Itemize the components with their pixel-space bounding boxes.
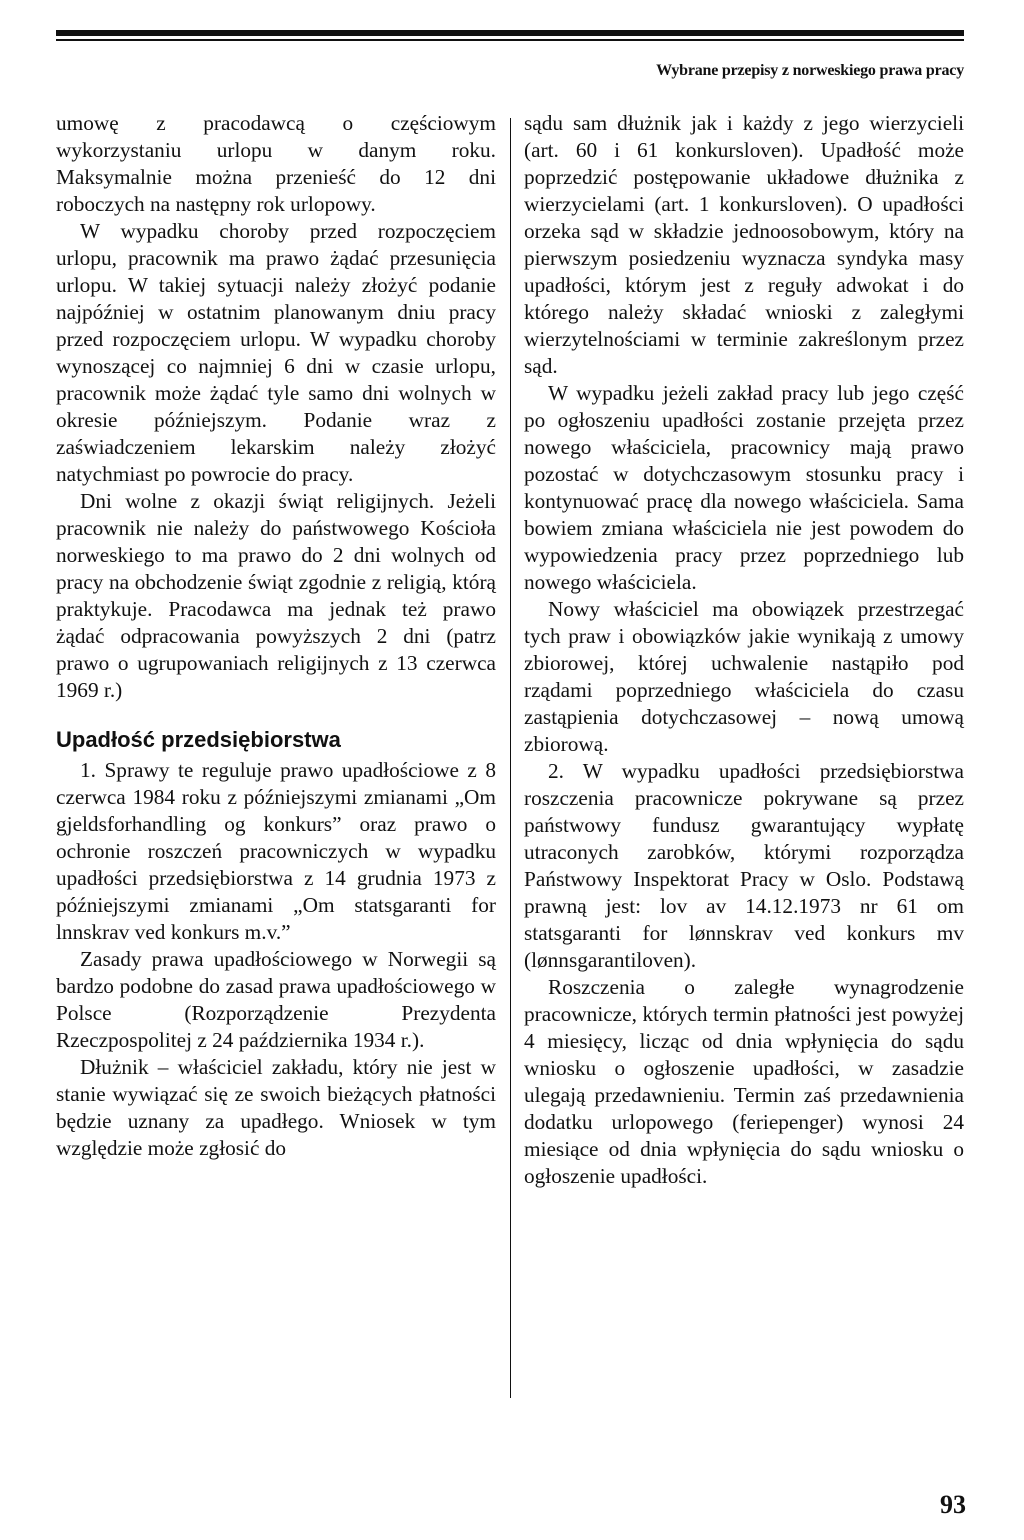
right-paragraph-2: W wypadku jeżeli zakład pracy lub jego część po ogłoszeniu upadłości zostanie przejęta przez nowego właściciela, pracownicy mają prawo pozostać w dotychczasowym stosunku pracy i kontynuować pracę dla nowego właściciela. Sama bowiem zmiana właściciela nie jest powodem do wypowiedzenia pracy przez poprzedniego lub nowego właściciela. bbox=[524, 381, 964, 594]
left-paragraph-2: W wypadku choroby przed rozpoczęciem urlopu, pracownik ma prawo żądać przesunięcia urlopu. W takiej sytuacji należy złożyć podanie najpóźniej w ostatnim planowanym dniu pracy przed rozpoczęciem urlopu. W wypadku choroby wynoszącej co najmniej 6 dni w czasie urlopu, pracownik może żądać tyle samo dni wolnych w okresie późniejszym. Podanie wraz z zaświadczeniem lekarskim należy złożyć natychmiast po powrocie do pracy. bbox=[56, 219, 496, 486]
header-rule-thin bbox=[56, 39, 964, 41]
right-paragraph-4: 2. W wypadku upadłości przedsiębiorstwa roszczenia pracownicze pokrywane są przez państwowy fundusz gwarantujący wypłatę utraconych zarobków, którymi rozporządza Państwowy Inspektorat Pracy w Oslo. Podstawą prawną jest: lov av 14.12.1973 nr 61 om statsgaranti for lønnskrav ved konkurs mv (lønnsgarantiloven). bbox=[524, 759, 964, 972]
page-number: 93 bbox=[940, 1490, 966, 1519]
right-paragraph-3: Nowy właściciel ma obowiązek przestrzegać tych praw i obowiązków jakie wynikają z umowy zbiorowej, której uchwalenie nastąpiło pod rządami poprzedniego właściciela do czasu zastąpienia dotychczasowej – nową umową zbiorową. bbox=[524, 597, 964, 756]
right-column bbox=[524, 110, 964, 1190]
section-heading: Upadłość przedsiębiorstwa bbox=[56, 727, 341, 752]
left-paragraph-3: Dni wolne z okazji świąt religijnych. Jeżeli pracownik nie należy do państwowego Kościoła norweskiego to ma prawo do 2 dni wolnych od pracy na obchodzenie świąt zgodnie z religią, którą praktykuje. Pracodawca ma jednak też prawo żądać odpracowania powyższych 2 dni (patrz prawo o ugrupowaniach religijnych z 13 czerwca 1969 r.) bbox=[56, 489, 496, 702]
right-paragraph-1: sądu sam dłużnik jak i każdy z jego wierzycieli (art. 60 i 61 konkursloven). Upadłość może poprzedzić postępowanie układowe dłużnika z wierzycielami (art. 1 konkursloven). O upadłości orzeka sąd w składzie jednoosobowym, który na pierwszym posiedzeniu wyznacza syndyka masy upadłości, którym jest z reguły adwokat i do którego należy składać wnioski z zaległymi wierzytelnościami w terminie zakreślonym przez sąd. bbox=[524, 111, 964, 378]
left-paragraph-1: umowę z pracodawcą o częściowym wykorzystaniu urlopu w danym roku. Maksymalnie można przenieść do 12 dni roboczych na następny rok urlopowy. bbox=[56, 111, 496, 216]
left-paragraph-6: Dłużnik – właściciel zakładu, który nie jest w stanie wywiązać się ze swoich bieżących płatności będzie uznany za upadłego. Wniosek w tym względzie może zgłosić do bbox=[56, 1055, 496, 1160]
left-column bbox=[56, 110, 496, 1162]
header-rule-thick bbox=[56, 30, 964, 36]
column-divider bbox=[510, 118, 511, 1398]
running-head: Wybrane przepisy z norweskiego prawa pracy bbox=[656, 62, 964, 79]
right-paragraph-5: Roszczenia o zaległe wynagrodzenie pracownicze, których termin płatności jest powyżej 4 miesięcy, licząc od dnia wpłynięcia do sądu wniosku o ogłoszenie upadłości, w zasadzie ulegają przedawnieniu. Termin zaś przedawnienia dodatku urlopowego (feriepenger) wynosi 24 miesiące od dnia wpłynięcia do sądu wniosku o ogłoszenie upadłości. bbox=[524, 975, 964, 1188]
left-paragraph-5: Zasady prawa upadłościowego w Norwegii są bardzo podobne do zasad prawa upadłościowego w Polsce (Rozporządzenie Prezydenta Rzeczpospolitej z 24 października 1934 r.). bbox=[56, 947, 496, 1052]
left-paragraph-4: 1. Sprawy te reguluje prawo upadłościowe z 8 czerwca 1984 roku z późniejszymi zmianami „Om gjeldsforhandling og konkurs” oraz prawo o ochronie roszczeń pracowniczych w wypadku upadłości przedsiębiorstwa z 14 grudnia 1973 z późniejszymi zmianami „Om statsgaranti for lnnskrav ved konkurs m.v.” bbox=[56, 758, 496, 944]
